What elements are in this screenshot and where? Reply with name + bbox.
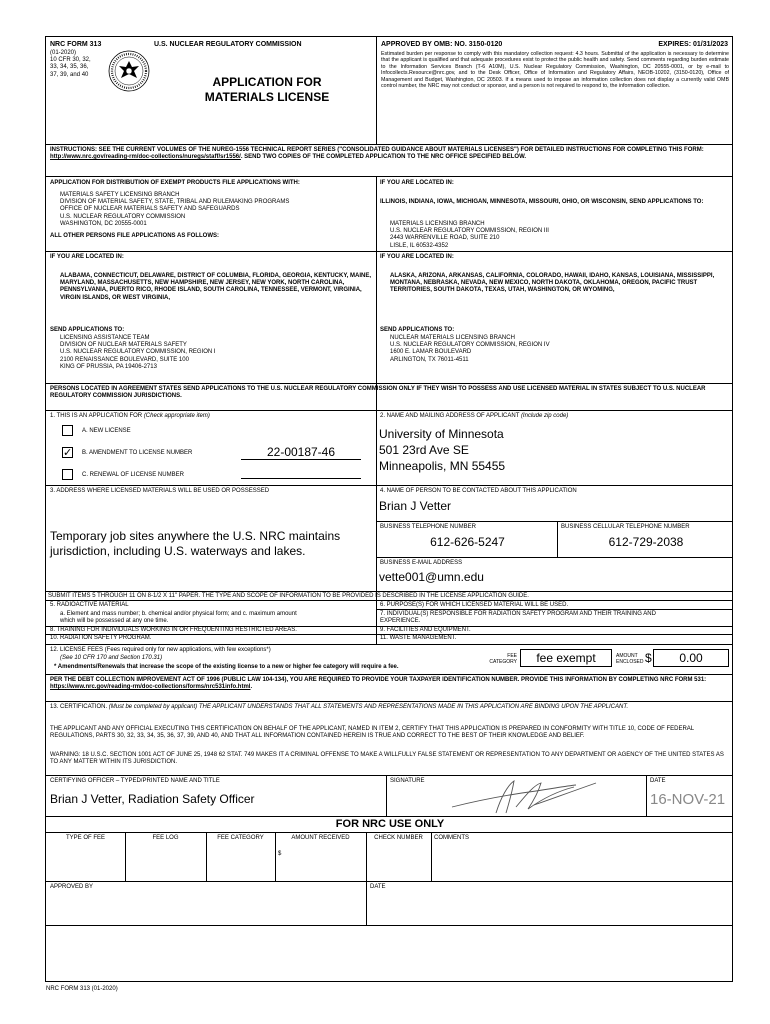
- item1-label: 1. THIS IS AN APPLICATION FOR (Check appropriate item): [50, 413, 210, 419]
- new-license-label: A. NEW LICENSE: [82, 428, 131, 434]
- agency-name: U.S. NUCLEAR REGULATORY COMMISSION: [154, 41, 302, 48]
- instructions: INSTRUCTIONS: SEE THE CURRENT VOLUMES OF THE NUREG-1556 TECHNICAL REPORT SERIES ("CONSOLIDATED GUIDANCE ABOUT MATERIALS LICENSES") FOR DETAILED INSTRUCTIONS FOR COMPLETING THIS FORM: http://www.nrc.gov/reading-rm/doc-collections/nuregs/staff/sr1556/. SEND TWO COPIES OF THE COMPLETED APPLICATION TO THE NRC OFFICE SPECIFIED BELOW.: [50, 147, 704, 161]
- debt-collection-note: PER THE DEBT COLLECTION IMPROVEMENT ACT OF 1996 (PUBLIC LAW 104-134), YOU ARE REQUIRED TO PROVIDE YOUR TAXPAYER IDENTIFICATION NUMBER. PROVIDE THIS INFORMATION BY COMPLETING NRC FORM 531: https://www.nrc.gov/reading-rm/doc-collections/forms/nrc531info.html.: [50, 677, 707, 691]
- amount-received-prefix: $: [278, 851, 282, 857]
- business-cell[interactable]: 612-729-2038: [608, 535, 684, 549]
- new-license-checkbox[interactable]: [62, 425, 73, 436]
- renewal-label: C. RENEWAL OF LICENSE NUMBER: [82, 472, 184, 478]
- region1-states: ALABAMA, CONNECTICUT, DELAWARE, DISTRICT OF COLUMBIA, FLORIDA, GEORGIA, KENTUCKY, MAINE, MARYLAND, MASSACHUSETTS, NEW HAMPSHIRE, NEW JERSEY, NEW YORK, NORTH CAROLINA, PENNSYLVANIA, PUERTO RICO, RHODE ISLAND, SOUTH CAROLINA, TENNESSEE, VERMONT, VIRGINIA, VIRGIN ISLANDS, OR WEST VIRGINIA,: [60, 273, 371, 301]
- application-form: [45, 36, 733, 982]
- region4-send-to: SEND APPLICATIONS TO:: [380, 327, 455, 333]
- other-heading: ALL OTHER PERSONS FILE APPLICATIONS AS FOLLOWS:: [50, 233, 220, 239]
- item9-label: 9. FACILITIES AND EQUIPMENT.: [380, 627, 471, 633]
- col-amount-received: AMOUNT RECEIVED: [291, 835, 350, 841]
- amount-label: AMOUNT ENCLOSED: [616, 653, 644, 665]
- applicant-street[interactable]: 501 23rd Ave SE: [379, 443, 469, 457]
- business-email[interactable]: vette001@umn.edu: [379, 570, 484, 584]
- item10-label: 10. RADIATION SAFETY PROGRAM.: [50, 635, 152, 641]
- nrc-use-title: FOR NRC USE ONLY: [335, 818, 445, 830]
- region1-send-to: SEND APPLICATIONS TO:: [50, 327, 125, 333]
- title-line-2: MATERIALS LICENSE: [204, 90, 330, 104]
- business-phone[interactable]: 612-626-5247: [430, 535, 505, 549]
- title-line-1: APPLICATION FOR: [212, 75, 322, 89]
- item7-label: 7. INDIVIDUAL(S) RESPONSIBLE FOR RADIATION SAFETY PROGRAM AND THEIR TRAINING AND EXPERIENCE.: [380, 611, 656, 625]
- col-comments: COMMENTS: [434, 835, 469, 841]
- item12-label: 12. LICENSE FEES (Fees required only for new applications, with few exceptions*): [50, 647, 271, 653]
- region1-address: LICENSING ASSISTANCE TEAM DIVISION OF NUCLEAR MATERIALS SAFETY U.S. NUCLEAR REGULATORY COMMISSION, REGION I 2100 RENAISSANCE BOULEVARD, SUITE 100 KING OF PRUSSIA, PA 19406-2713: [60, 335, 216, 370]
- signature-label: SIGNATURE: [390, 778, 425, 784]
- omb-approval: APPROVED BY OMB: NO. 3150-0120: [381, 41, 503, 48]
- use-location[interactable]: Temporary job sites anywhere the U.S. NRC maintains jurisdiction, including U.S. waterways and lakes.: [50, 529, 341, 558]
- col-fee-category: FEE CATEGORY: [217, 835, 264, 841]
- item8-label: 8. TRAINING FOR INDIVIDUALS WORKING IN OR FREQUENTING RESTRICTED AREAS.: [50, 627, 297, 633]
- region1-located-in: IF YOU ARE LOCATED IN:: [50, 254, 124, 260]
- item2-label: 2. NAME AND MAILING ADDRESS OF APPLICANT (Include zip code): [380, 413, 569, 419]
- currency-sign: $: [645, 651, 652, 665]
- region4-states: ALASKA, ARIZONA, ARKANSAS, CALIFORNIA, COLORADO, HAWAII, IDAHO, KANSAS, LOUISIANA, MISSISSIPPI, MONTANA, NEBRASKA, NEVADA, NEW MEXICO, NORTH DAKOTA, OKLAHOMA, OREGON, PACIFIC TRUST TERRITORIES, SOUTH DAKOTA, TEXAS, UTAH, WASHINGTON, OR WYOMING,: [390, 273, 715, 294]
- approved-by-label: APPROVED BY: [50, 884, 94, 890]
- license-number: 22-00187-46: [266, 445, 336, 459]
- date-label: DATE: [650, 778, 666, 784]
- renewal-checkbox[interactable]: [62, 469, 73, 480]
- burden-statement: Estimated burden per response to comply with this mandatory collection request: 4.3 hours. Submittal of the application is necessary to determine that the applicant is qualified and that adequate procedures exist to protect the public health and safety. Send comments regarding burden estimate to the Information Services Branch (T-6 A10M), U.S. Nuclear Regulatory Commission, Washington, DC 20555-0001, or by e-mail to Infocollects.Resource@nrc.gov, and to the Desk Officer, Office of Information and Regulatory Affairs, NEOB-10202, (3150-0120), Office of Management and Budget, Washington, DC 20503. If a means used to impose an information collection does not display a currently valid OMB control number, the NRC may not conduct or sponsor, and a person is not required to respond to, the information collection.: [381, 51, 729, 90]
- amendment-label: B. AMENDMENT TO LICENSE NUMBER: [82, 450, 193, 456]
- item6-label: 6. PURPOSE(S) FOR WHICH LICENSED MATERIAL WILL BE USED.: [380, 602, 569, 608]
- region4-located-in: IF YOU ARE LOCATED IN:: [380, 254, 454, 260]
- fee-category-input[interactable]: fee exempt: [520, 649, 612, 667]
- officer-label: CERTIFYING OFFICER – TYPED/PRINTED NAME AND TITLE: [50, 778, 220, 784]
- amendment-checkbox[interactable]: ✓: [63, 447, 73, 459]
- nrc531-link[interactable]: https://www.nrc.gov/reading-rm/doc-collections/forms/nrc531info.html: [50, 684, 251, 691]
- signature-date[interactable]: 16-NOV-21: [650, 791, 726, 808]
- col-check-number: CHECK NUMBER: [374, 835, 423, 841]
- amount-input[interactable]: 0.00: [653, 649, 729, 667]
- item3-label: 3. ADDRESS WHERE LICENSED MATERIALS WILL BE USED OR POSSESSED: [50, 488, 270, 494]
- item11-label: 11. WASTE MANAGEMENT.: [380, 635, 457, 641]
- signature[interactable]: [446, 777, 626, 817]
- footer-form-number: NRC FORM 313 (01-2020): [46, 986, 118, 992]
- form-number: NRC FORM 313: [50, 41, 102, 48]
- agreement-states-note: PERSONS LOCATED IN AGREEMENT STATES SEND APPLICATIONS TO THE U.S. NUCLEAR REGULATORY COMMISSION ONLY IF THEY WISH TO POSSESS AND USE LICENSED MATERIAL IN STATES SUBJECT TO U.S. NUCLEAR REGULATORY COMMISSION JURISDICTIONS.: [50, 386, 706, 400]
- warning-text: WARNING: 18 U.S.C. SECTION 1001 ACT OF JUNE 25, 1948 62 STAT. 749 MAKES IT A CRIMINAL OFFENSE TO MAKE A WILLFULLY FALSE STATEMENT OR REPRESENTATION TO ANY DEPARTMENT OR AGENCY OF THE UNITED STATES AS TO ANY MATTER WITHIN ITS JURISDICTION.: [50, 752, 724, 766]
- region3-states: ILLINOIS, INDIANA, IOWA, MICHIGAN, MINNESOTA, MISSOURI, OHIO, OR WISCONSIN, SEND APPLICATIONS TO:: [380, 199, 704, 205]
- item12-sub: (See 10 CFR 170 and Section 170.31): [60, 655, 163, 661]
- applicant-name[interactable]: University of Minnesota: [379, 427, 504, 441]
- cell-label: BUSINESS CELLULAR TELEPHONE NUMBER: [561, 524, 690, 530]
- items-header: SUBMIT ITEMS 5 THROUGH 11 ON 8-1/2 X 11" PAPER. THE TYPE AND SCOPE OF INFORMATION TO BE PROVIDED IS DESCRIBED IN THE LICENSE APPLICATION GUIDE.: [48, 593, 529, 599]
- region3-address: MATERIALS LICENSING BRANCH U.S. NUCLEAR REGULATORY COMMISSION, REGION III 2443 WARRENVILLE ROAD, SUITE 210 LISLE, IL 60532-4352: [390, 221, 549, 249]
- region4-address: NUCLEAR MATERIALS LICENSING BRANCH U.S. NUCLEAR REGULATORY COMMISSION, REGION IV 1600 E. LAMAR BOULEVARD ARLINGTON, TX 76011-4511: [390, 335, 550, 363]
- exempt-heading: APPLICATION FOR DISTRIBUTION OF EXEMPT PRODUCTS FILE APPLICATIONS WITH:: [50, 180, 300, 186]
- renewal-number-field[interactable]: [241, 478, 361, 479]
- region3-located-in: IF YOU ARE LOCATED IN:: [380, 180, 454, 186]
- officer-name[interactable]: Brian J Vetter, Radiation Safety Officer: [50, 792, 255, 806]
- contact-name[interactable]: Brian J Vetter: [379, 499, 452, 513]
- item5-detail: a. Element and mass number; b. chemical and/or physical form; and c. maximum amount which will be possessed at any one time.: [60, 611, 297, 625]
- expiration-date: EXPIRES: 01/31/2023: [658, 41, 728, 48]
- applicant-city[interactable]: Minneapolis, MN 55455: [379, 459, 506, 473]
- nrc-date-label: DATE: [370, 884, 386, 890]
- certification-text: THE APPLICANT AND ANY OFFICIAL EXECUTING THIS CERTIFICATION ON BEHALF OF THE APPLICANT, NAMED IN ITEM 2, CERTIFY THAT THIS APPLICATION IS PREPARED IN CONFORMITY WITH TITLE 10, CODE OF FEDERAL REGULATIONS, PARTS 30, 32, 33, 34, 35, 36, 37, 39, AND 40, AND THAT ALL INFORMATION CONTAINED HEREIN IS TRUE AND CORRECT TO THE BEST OF THEIR KNOWLEDGE AND BELIEF.: [50, 726, 694, 740]
- item5-label: 5. RADIOACTIVE MATERIAL: [50, 602, 129, 608]
- nrc-seal: [108, 50, 150, 92]
- certification-label: 13. CERTIFICATION. (Must be completed by applicant) THE APPLICANT UNDERSTANDS THAT ALL STATEMENTS AND REPRESENTATIONS MADE IN THIS APPLICATION ARE BINDING UPON THE APPLICANT.: [50, 704, 629, 710]
- nureg-link[interactable]: http://www.nrc.gov/reading-rm/doc-collections/nuregs/staff/sr1556/: [50, 154, 241, 161]
- form-info: (01-2020) 10 CFR 30, 32, 33, 34, 35, 36, 37, 39, and 40: [50, 50, 91, 78]
- col-fee-log: FEE LOG: [152, 835, 179, 841]
- col-type-of-fee: TYPE OF FEE: [65, 835, 105, 841]
- license-number-field[interactable]: [241, 445, 361, 460]
- phone-label: BUSINESS TELEPHONE NUMBER: [380, 524, 476, 530]
- item12-note: * Amendments/Renewals that increase the scope of the existing license to a new or higher fee category will require a fee.: [54, 664, 399, 670]
- exempt-address: MATERIALS SAFETY LICENSING BRANCH DIVISION OF MATERIAL SAFETY, STATE, TRIBAL AND RULEMAKING PROGRAMS OFFICE OF NUCLEAR MATERIALS SAFETY AND SAFEGUARDS U.S. NUCLEAR REGULATORY COMMISSION WASHINGTON, DC 20555-0001: [60, 192, 290, 227]
- item4-label: 4. NAME OF PERSON TO BE CONTACTED ABOUT THIS APPLICATION: [380, 488, 577, 494]
- fee-category-label: FEE CATEGORY: [489, 653, 517, 665]
- email-label: BUSINESS E-MAIL ADDRESS: [380, 560, 463, 566]
